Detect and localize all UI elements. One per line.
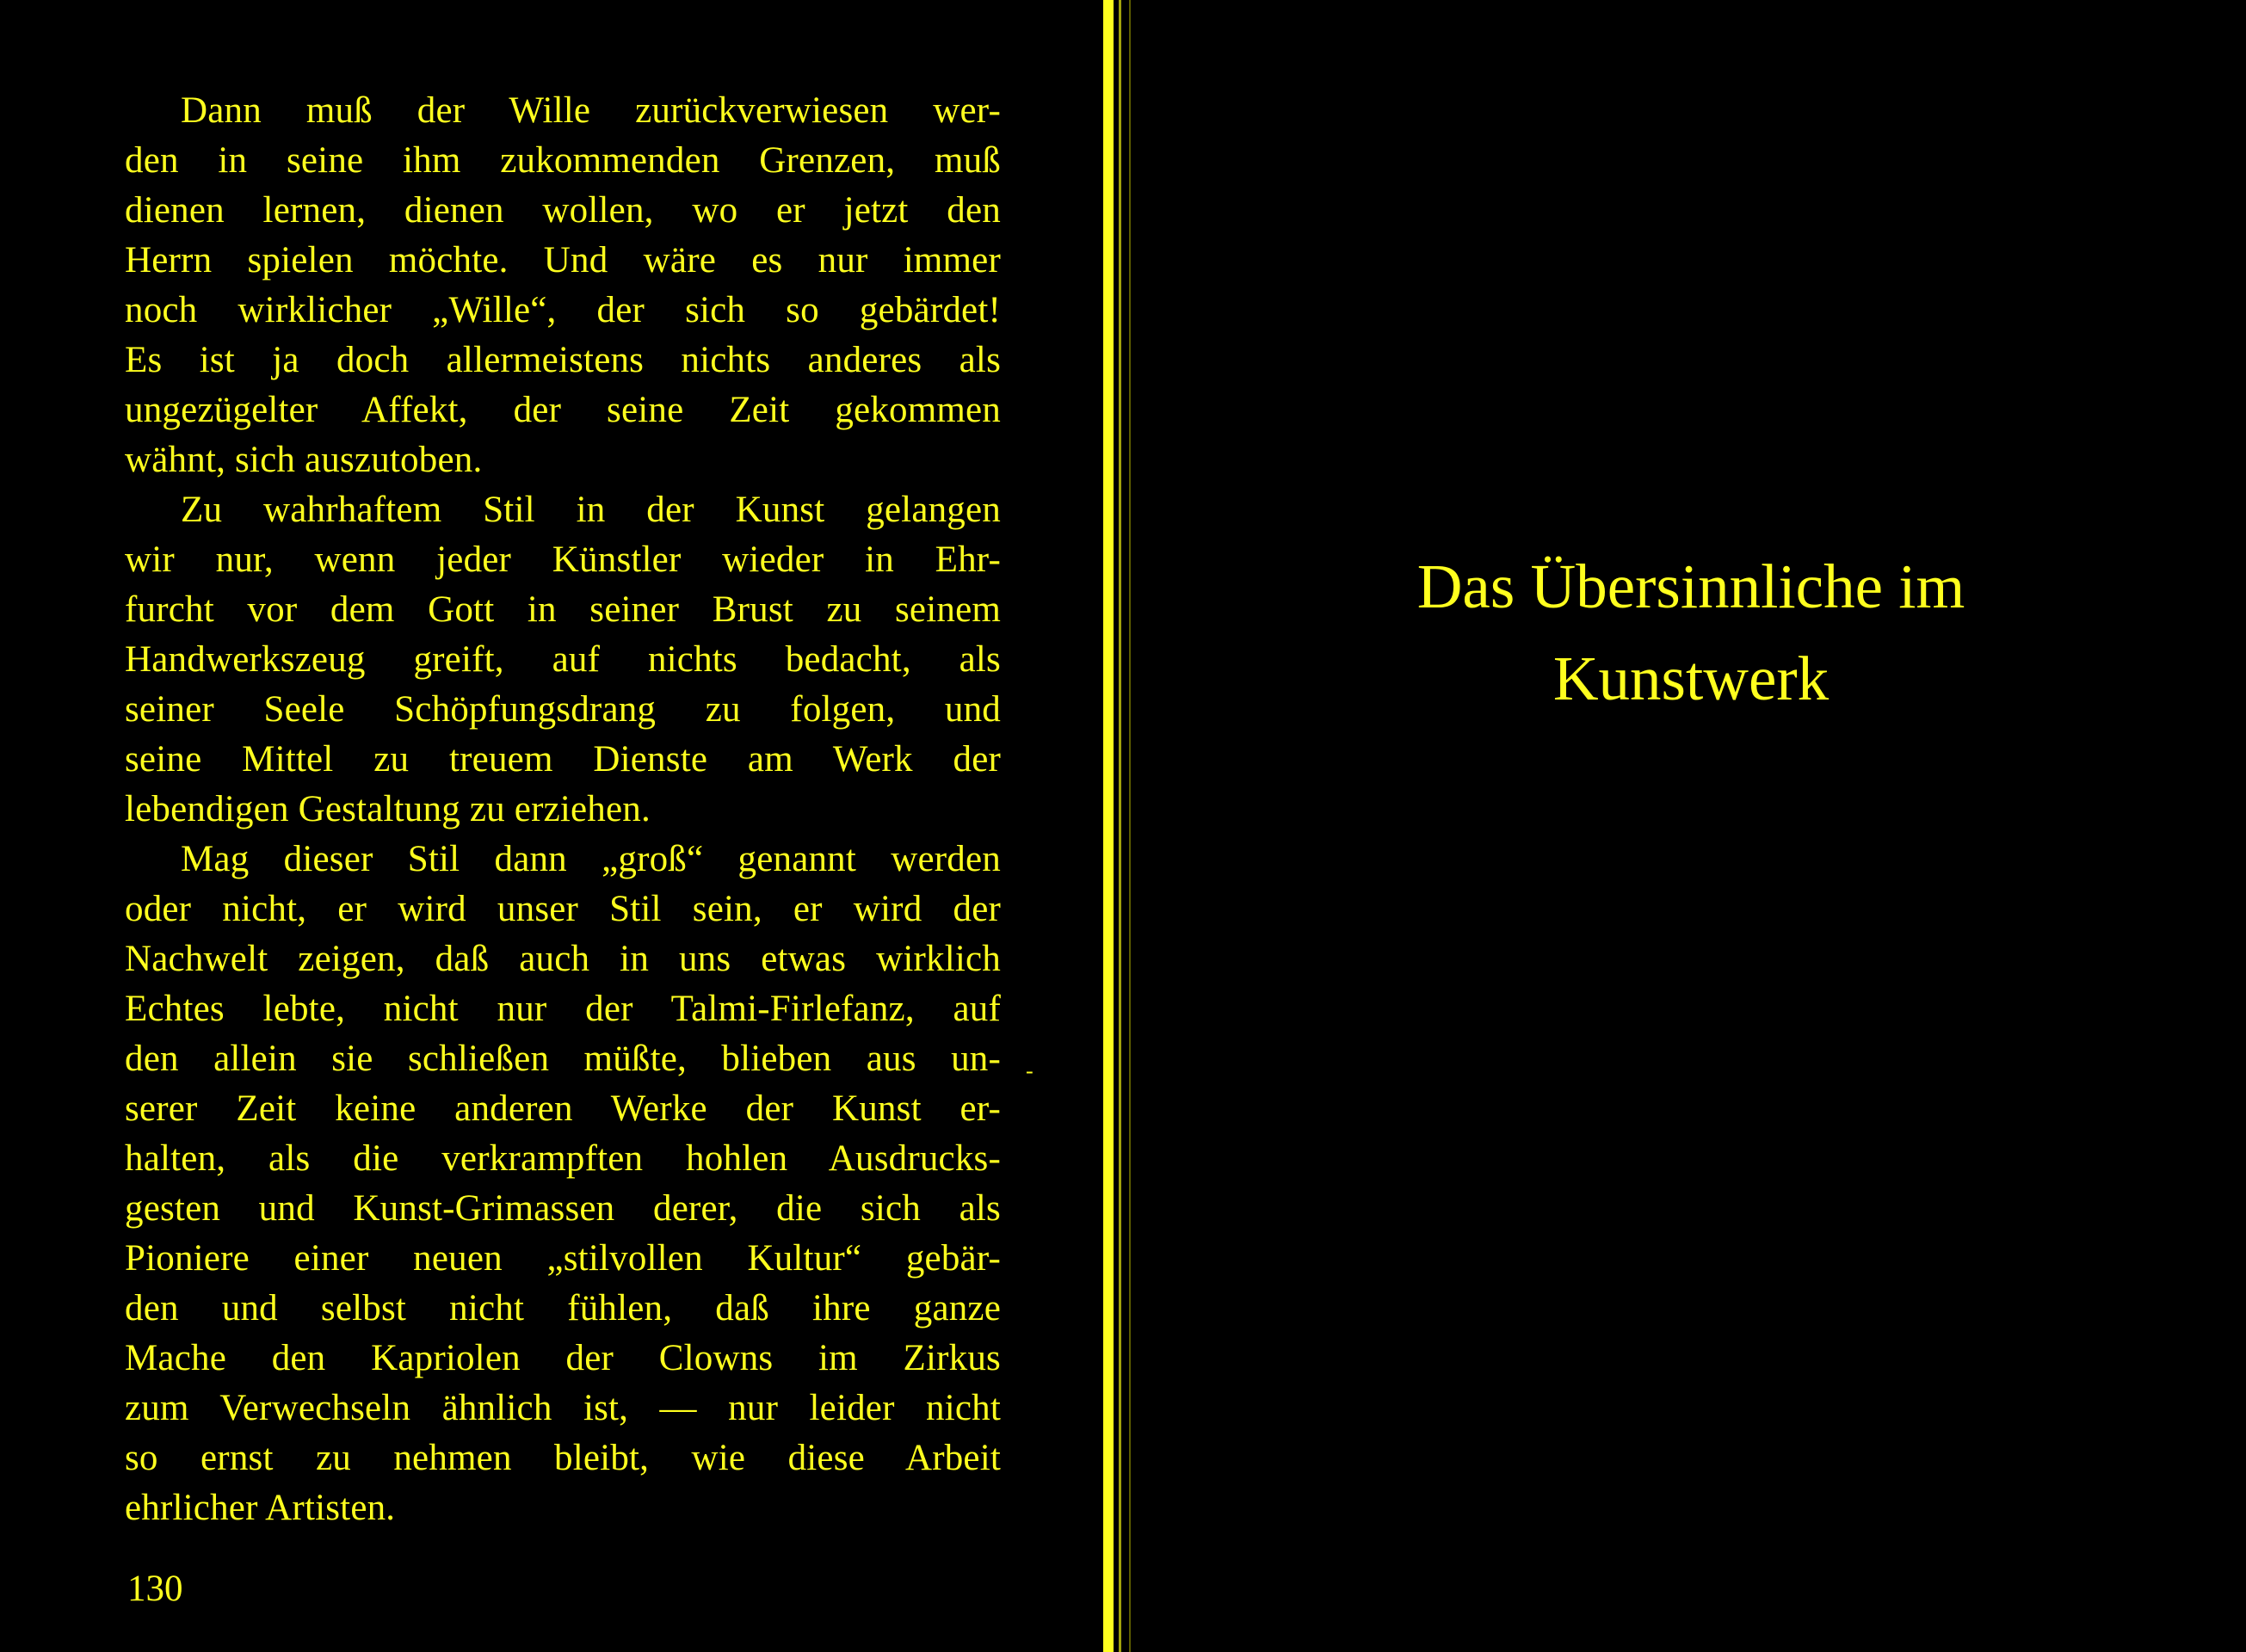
text-line: Nachwelt zeigen, daß auch in uns etwas wirklich (125, 939, 1001, 979)
text-line: ehrlicher Artisten. (125, 1488, 396, 1528)
book-gutter (1103, 0, 1114, 1652)
text-line: serer Zeit keine anderen Werke der Kunst er- (125, 1088, 1001, 1129)
text-line: Pioniere einer neuen „stilvollen Kultur“ gebär- (125, 1238, 1001, 1279)
text-line: den allein sie schließen müßte, blieben aus un- (125, 1039, 1001, 1079)
text-line: so ernst zu nehmen bleibt, wie diese Arbeit (125, 1438, 1001, 1478)
chapter-title-line: Kunstwerk (1552, 644, 1830, 713)
page-number: 130 (127, 1569, 183, 1609)
text-line: den und selbst nicht fühlen, daß ihre ganze (125, 1288, 1001, 1328)
text-line: wir nur, wenn jeder Künstler wieder in Ehr- (125, 539, 1001, 580)
text-line: zum Verwechseln ähnlich ist, — nur leider nicht (125, 1388, 1001, 1428)
left-page (0, 0, 1101, 1652)
text-line: Handwerkszeug greift, auf nichts bedacht, als (125, 639, 1001, 680)
text-line: seine Mittel zu treuem Dienste am Werk der (125, 739, 1001, 780)
book-gutter-shadow (1119, 0, 1121, 1652)
text-line: Mache den Kapriolen der Clowns im Zirkus (125, 1338, 1001, 1378)
text-line: halten, als die verkrampften hohlen Ausdrucks- (125, 1138, 1001, 1179)
text-line: ungezügelter Affekt, der seine Zeit gekommen (125, 390, 1001, 430)
text-line: Es ist ja doch allermeistens nichts anderes als (125, 340, 1001, 380)
stray-mark: - (1026, 1058, 1034, 1083)
text-line: wähnt, sich auszutoben. (125, 440, 483, 480)
text-line: Herrn spielen möchte. Und wäre es nur immer (125, 240, 1001, 280)
text-line: furcht vor dem Gott in seiner Brust zu seinem (125, 589, 1001, 630)
book-gutter-edge (1129, 0, 1131, 1652)
text-line: Echtes lebte, nicht nur der Talmi-Firlefanz, auf (125, 989, 1001, 1029)
right-page (1136, 0, 2246, 1652)
text-line: gesten und Kunst-Grimassen derer, die sich als (125, 1188, 1001, 1229)
chapter-title (1136, 540, 2246, 724)
text-line: den in seine ihm zukommenden Grenzen, muß (125, 140, 1001, 181)
text-line: oder nicht, er wird unser Stil sein, er wird der (125, 889, 1001, 929)
text-line: noch wirklicher „Wille“, der sich so gebärdet! (125, 290, 1001, 330)
text-line: Zu wahrhaftem Stil in der Kunst gelangen (181, 490, 1001, 530)
text-line: lebendigen Gestaltung zu erziehen. (125, 789, 651, 829)
text-line: dienen lernen, dienen wollen, wo er jetzt den (125, 190, 1001, 231)
text-line: seiner Seele Schöpfungsdrang zu folgen, und (125, 689, 1001, 730)
text-line: Mag dieser Stil dann „groß“ genannt werden (181, 839, 1001, 879)
chapter-title-line: Das Übersinnliche im (1416, 552, 1965, 621)
body-text (125, 86, 1001, 1533)
text-line: Dann muß der Wille zurückverwiesen wer- (181, 90, 1001, 131)
